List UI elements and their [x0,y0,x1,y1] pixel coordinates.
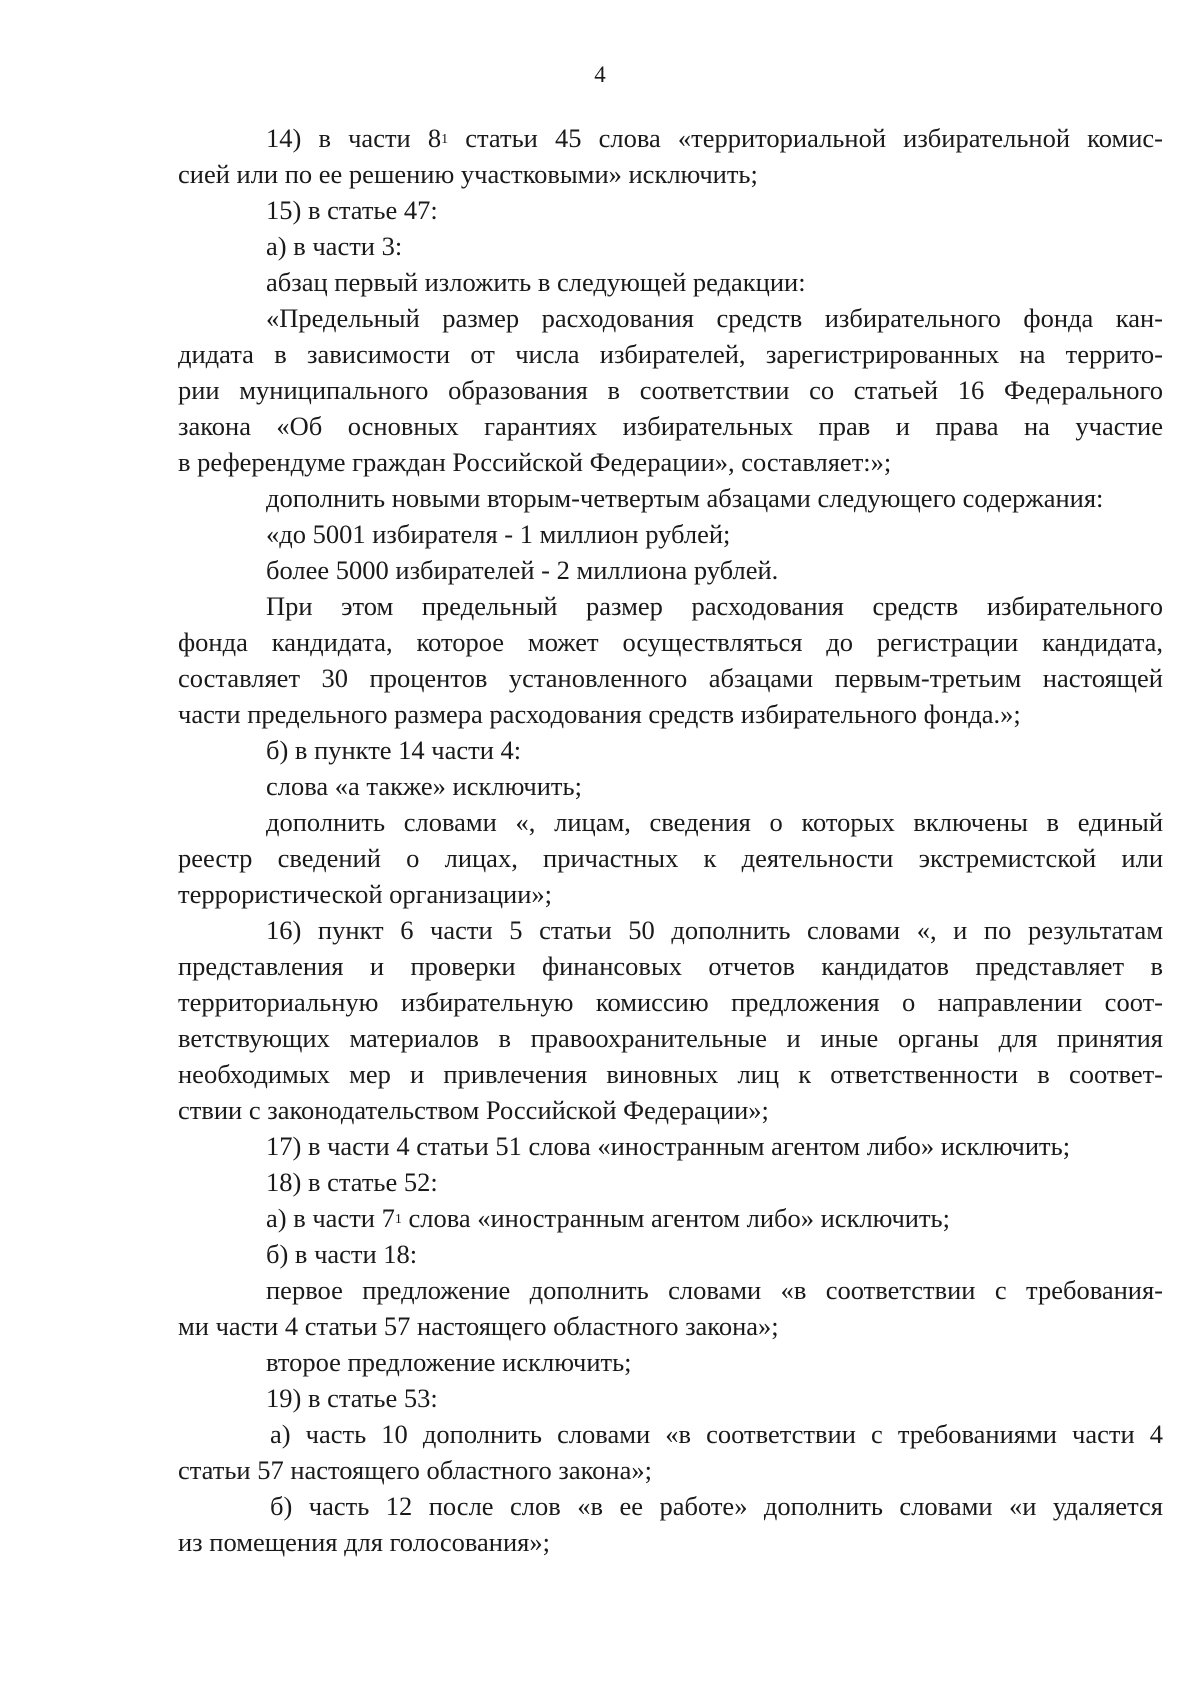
text-line: 17) в части 4 статьи 51 слова «иностранным агентом либо» исключить; [266,1131,1071,1161]
text-line: территориальную избирательную комиссию предложения о направлении соот- [178,987,1163,1017]
text-line: 18) в статье 52: [266,1167,438,1197]
text-line: ми части 4 статьи 57 настоящего областного закона»; [178,1311,779,1341]
text-line: закона «Об основных гарантиях избирательных прав и права на участие [178,411,1163,441]
text-line: а) в части 3: [266,231,403,261]
text-line: фонда кандидата, которое может осуществляться до регистрации кандидата, [178,627,1163,657]
text-line: б) в части 18: [266,1239,418,1269]
text-line: 19) в статье 53: [266,1383,438,1413]
text-line: первое предложение дополнить словами «в соответствии с требования- [266,1275,1163,1305]
text-line: а) в части $7^1$ слова «иностранным агентом либо» исключить; [266,1203,950,1233]
text-line: б) часть 12 после слов «в ее работе» дополнить словами «и удаляется [270,1491,1163,1521]
text-line: необходимых мер и привлечения виновных лиц к ответственности в соответ- [178,1059,1163,1089]
text-line: дополнить новыми вторым-четвертым абзацами следующего содержания: [266,483,1104,513]
page-number: 4 [594,62,606,87]
text-line: сией или по ее решению участковыми» исключить; [178,159,758,189]
text-line: а) часть 10 дополнить словами «в соответствии с требованиями части 4 [270,1419,1163,1449]
text-line: ствии с законодательством Российской Федерации»; [178,1095,769,1125]
text-line: статьи 57 настоящего областного закона»; [178,1455,652,1485]
text-line: 16) пункт 6 части 5 статьи 50 дополнить словами «, и по результатам [266,915,1163,945]
text-line: «Предельный размер расходования средств избирательного фонда кан- [266,303,1163,333]
text-line: дополнить словами «, лицам, сведения о которых включены в единый [266,807,1163,837]
text-line: части предельного размера расходования средств избирательного фонда.»; [178,699,1021,729]
text-line: абзац первый изложить в следующей редакции: [266,267,806,297]
text-line: дидата в зависимости от числа избирателей, зарегистрированных на террито- [178,339,1163,369]
text-line: б) в пункте 14 части 4: [266,735,522,765]
text-line: 14) в части $8^1$ статьи 45 слова «территориальной избирательной комис- [266,123,1163,153]
text-line: террористической организации»; [178,879,553,909]
text-line: из помещения для голосования»; [178,1527,550,1557]
text-line: представления и проверки финансовых отчетов кандидатов представляет в [178,951,1163,981]
text-line: реестр сведений о лицах, причастных к деятельности экстремистской или [178,843,1163,873]
text-line: 15) в статье 47: [266,195,438,225]
text-line: ветствующих материалов в правоохранительные и иные органы для принятия [178,1023,1163,1053]
text-line: слова «а также» исключить; [266,771,582,801]
text-line: второе предложение исключить; [266,1347,632,1377]
text-line: более 5000 избирателей - 2 миллиона рублей. [266,555,779,585]
text-line: в референдуме граждан Российской Федерации», составляет:»; [178,447,892,477]
document-body [178,120,1163,1560]
text-line: рии муниципального образования в соответствии со статьей 16 Федерального [178,375,1163,405]
text-line: При этом предельный размер расходования средств избирательного [266,591,1163,621]
text-line: составляет 30 процентов установленного абзацами первым-третьим настоящей [178,663,1163,693]
text-line: «до 5001 избирателя - 1 миллион рублей; [266,519,731,549]
